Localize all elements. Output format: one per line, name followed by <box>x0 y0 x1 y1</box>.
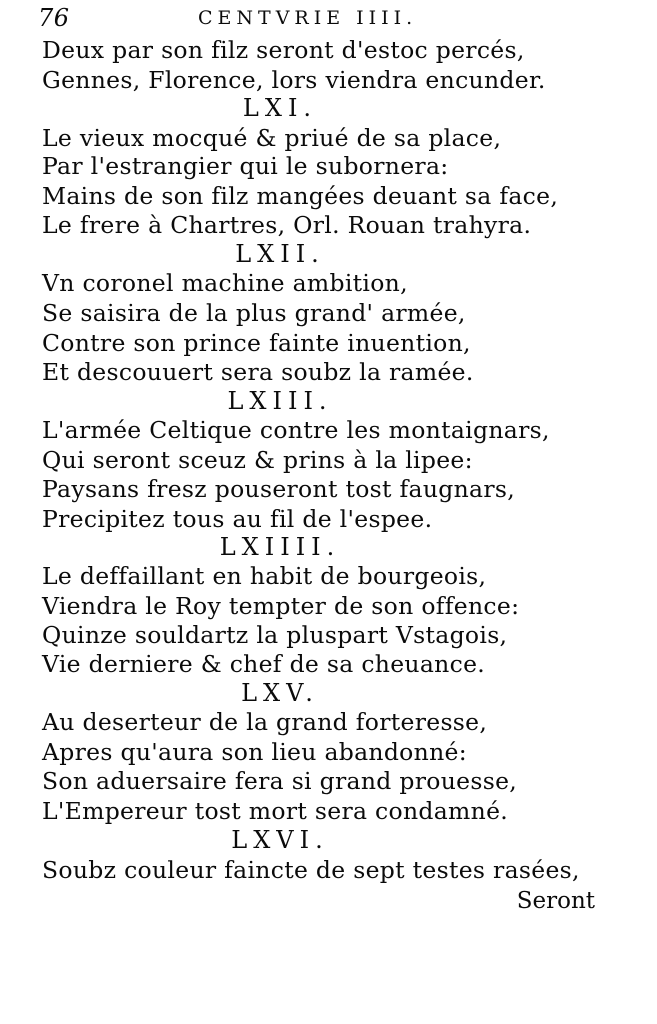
quatrain-number: LXI. <box>242 94 318 122</box>
quatrain-number: LXVI. <box>231 826 329 854</box>
verse-line: Paysans fresz pouseront tost faugnars, <box>42 475 516 503</box>
quatrain-number: LXV. <box>241 679 319 707</box>
quatrain-number: LXIII. <box>227 387 333 415</box>
verse-line: Par l'estrangier qui le subornera: <box>42 152 449 180</box>
quatrain-number: LXIIII. <box>219 533 341 561</box>
verse-line: Deux par son filz seront d'estoc percés, <box>42 36 525 64</box>
verse-line: L'armée Celtique contre les montaignars, <box>42 416 550 444</box>
verse-line: Son aduersaire fera si grand prouesse, <box>42 767 518 795</box>
verse-line: Le vieux mocqué & priué de sa place, <box>42 124 502 152</box>
verse-line: Precipitez tous au fil de l'espee. <box>42 505 433 533</box>
page-number: 76 <box>38 4 70 32</box>
verse-line: Se saisira de la plus grand' armée, <box>42 299 466 327</box>
verse-line: Vn coronel machine ambition, <box>42 269 408 297</box>
verse-line: Le deffaillant en habit de bourgeois, <box>42 562 487 590</box>
verse-line: Soubz couleur faincte de sept testes rasées, <box>42 856 580 884</box>
verse-line: L'Empereur tost mort sera condamné. <box>42 797 509 825</box>
verse-line: Au deserteur de la grand forteresse, <box>42 708 488 736</box>
running-head: CENTVRIE IIII. <box>198 7 418 29</box>
verse-line: Et descouuert sera soubz la ramée. <box>42 358 474 386</box>
page-header <box>38 4 598 34</box>
verse-line: Vie derniere & chef de sa cheuance. <box>42 650 486 678</box>
catchword: Seront <box>516 888 595 914</box>
verse-line: Gennes, Florence, lors viendra encunder. <box>42 66 546 94</box>
verse-line: Mains de son filz mangées deuant sa face, <box>42 182 559 210</box>
verse-line: Qui seront sceuz & prins à la lipee: <box>42 446 473 474</box>
verse-line: Contre son prince fainte inuention, <box>42 329 471 357</box>
quatrain-number: LXII. <box>235 240 325 268</box>
verse-line: Quinze souldartz la pluspart Vstagois, <box>42 621 508 649</box>
verse-line: Apres qu'aura son lieu abandonné: <box>42 738 467 766</box>
verse-line: Viendra le Roy tempter de son offence: <box>42 592 520 620</box>
verse-line: Le frere à Chartres, Orl. Rouan trahyra. <box>42 211 532 239</box>
